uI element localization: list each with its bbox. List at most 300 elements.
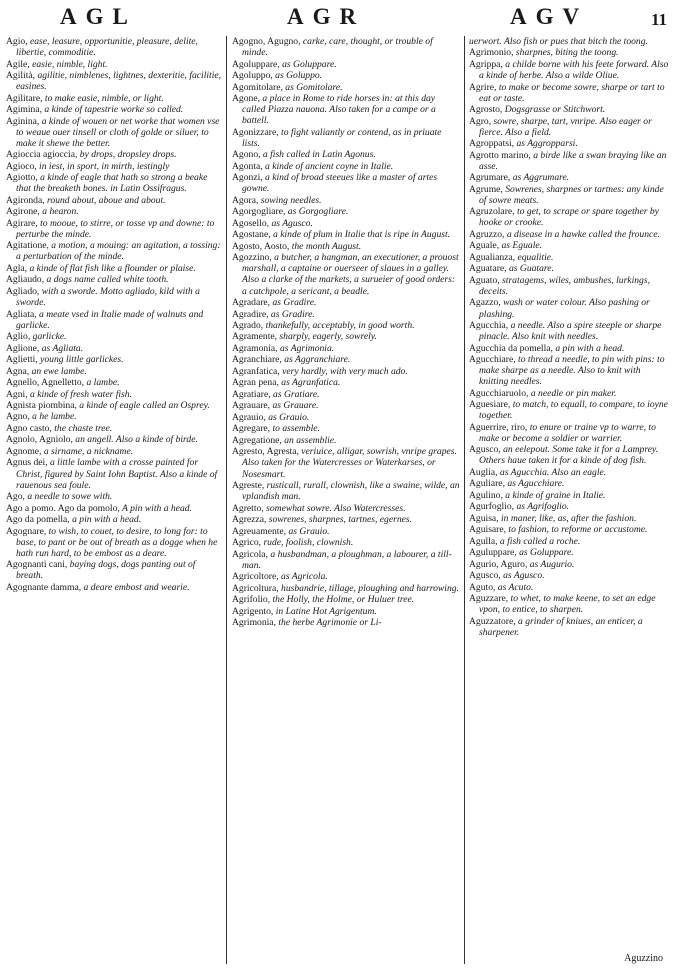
entry-headword: Agucchiaruolo, (469, 387, 529, 399)
entry-definition: a kinde of tapestrie worke so called. (41, 104, 184, 116)
entry-headword: Agnome, (6, 445, 42, 457)
entry-headword: Agramonia, (232, 342, 278, 354)
dictionary-entry (232, 571, 460, 582)
entry-definition: rusticall, rurall, clownish, like a swaine, wilde, an vplandish man. (242, 479, 460, 503)
dictionary-entry (469, 275, 669, 297)
dictionary-entry (6, 582, 222, 593)
entry-definition: the Holly, the Holme, or Huluer tree. (270, 594, 415, 606)
entry-headword: Agioco, (6, 160, 37, 172)
entry-headword: Agualianza, (469, 251, 516, 263)
entry-definition: sharpnes, biting the toong. (513, 47, 619, 59)
entry-definition: A pin with a head. (119, 502, 192, 514)
entry-headword: Aguisa, (469, 512, 499, 524)
entry-definition: a he lambe. (29, 411, 77, 423)
entry-headword: Agricoltura, (232, 582, 279, 594)
column-rule (464, 36, 465, 964)
dictionary-entry (469, 82, 669, 104)
column-right (469, 36, 669, 966)
entry-definition: as Gomitolare. (282, 81, 343, 93)
dictionary-entry (469, 547, 669, 558)
entry-definition: to get, to scrape or spare together by hooke or crooke. (479, 206, 659, 229)
entry-definition: in iest, in sport, in mirth, iestingly (36, 160, 170, 172)
entry-definition: as Agranfatica. (278, 377, 341, 389)
entry-definition: a kinde of plum in Italie that is ripe in August. (270, 229, 451, 241)
entry-headword: Agrosto, (469, 104, 503, 116)
entry-headword: Agnolo, Agniolo, (6, 434, 73, 446)
entry-headword: Agucchia da pomella, (469, 342, 553, 354)
dictionary-entry (469, 444, 669, 466)
entry-definition: sowrenes, sharpnes, tartnes, egernes. (266, 514, 413, 526)
entry-headword: Agrippa, (469, 58, 503, 70)
dictionary-entry (232, 549, 460, 571)
entry-headword: Agranchiare, (232, 354, 282, 366)
dictionary-entry (232, 617, 460, 628)
entry-headword: Aguerrire, riro, (469, 421, 528, 433)
dictionary-entry (232, 400, 460, 411)
entry-definition: to assemble. (270, 423, 320, 435)
entry-definition: a pin with a head. (69, 514, 142, 526)
entry-definition: as Gradire. (270, 297, 317, 309)
entry-headword: Agoluppo, (232, 70, 273, 82)
entry-headword: Agonizzare, (232, 126, 279, 138)
entry-headword: Agilitare, (6, 92, 43, 104)
entry-headword: Agone, (232, 93, 260, 105)
entry-definition: as Grauio. (265, 411, 310, 423)
entry-definition: an eelepout. Some take it for a Lamprey. Others haue taken it for a kinde of dog fish. (479, 444, 659, 467)
entry-headword: Aguto, (469, 581, 496, 593)
entry-headword: Agreuamente, (232, 525, 287, 537)
entry-headword: Agulla, (469, 535, 498, 547)
entry-definition: as Agusco. (269, 217, 313, 229)
dictionary-entry (232, 229, 460, 240)
dictionary-entry (469, 399, 669, 421)
dictionary-entry (232, 59, 460, 70)
entry-definition: to make or become sowre, sharpe or tart to eat or taste. (479, 81, 665, 104)
dictionary-entry (232, 172, 460, 194)
dictionary-entry (232, 161, 460, 172)
dictionary-entry (6, 491, 222, 502)
dictionary-entry (6, 366, 222, 377)
entry-definition: sowre, sharpe, tart, vnripe. Also eager or fierce. Also a field. (479, 115, 652, 138)
dictionary-entry (6, 331, 222, 342)
entry-definition: as Eguale. (499, 240, 543, 252)
entry-headword: Agono, (232, 149, 261, 161)
dictionary-entry (469, 388, 669, 399)
entry-headword: Agozzino, (232, 252, 272, 264)
entry-definition: to mooue, to stirre, or tosse vp and downe: to perturbe the minde. (16, 217, 215, 240)
entry-definition: uerwort. Also fish or pues that bitch the toong. (469, 36, 648, 47)
entry-definition: a hearon. (39, 206, 79, 218)
dictionary-entry (6, 93, 222, 104)
entry-definition: very hardly, with very much ado. (279, 365, 408, 377)
dictionary-entry (469, 36, 669, 47)
entry-headword: Aginina, (6, 115, 40, 127)
entry-headword: Aguzzatore, (469, 615, 516, 627)
entry-headword: Agrotto marino, (469, 149, 531, 161)
entry-headword: Agresto, Agresta, (232, 446, 299, 458)
entry-definition: a meate vsed in Italie made of walnuts and garlicke. (16, 308, 204, 331)
entry-headword: Agradire, (232, 308, 269, 320)
dictionary-entry (469, 570, 669, 581)
entry-headword: Agio, (6, 36, 28, 47)
entry-headword: Aguisare, (469, 524, 507, 536)
dictionary-entry (6, 423, 222, 434)
entry-definition: a kinde of graine in Italie. (502, 489, 606, 501)
dictionary-entry (469, 47, 669, 58)
entry-headword: Agomitolare, (232, 81, 283, 93)
dictionary-entry (469, 478, 669, 489)
entry-headword: Agna, (6, 365, 30, 377)
entry-definition: a place in Rome to ride horses in: at this day called Piazza nauona. Also taken for a campe or a battell. (242, 93, 436, 127)
dictionary-entry (469, 206, 669, 228)
entry-headword: Agno casto, (6, 422, 52, 434)
dictionary-entry (469, 616, 669, 638)
entry-headword: Agonta, (232, 160, 263, 172)
entry-headword: Agreste, (232, 479, 265, 491)
entry-definition: as Gradire. (268, 308, 315, 320)
entry-headword: Agimina, (6, 104, 42, 116)
dictionary-entry (232, 480, 460, 502)
dictionary-entry (232, 36, 460, 58)
dictionary-entry (232, 423, 460, 434)
entry-definition: ease, leasure, opportunitie, pleasure, delite, libertie, commoditie. (16, 36, 198, 59)
entry-definition: as Grauio. (286, 525, 330, 537)
entry-headword: Agliata, (6, 308, 37, 320)
dictionary-entry (232, 70, 460, 81)
dictionary-entry (6, 36, 222, 58)
entry-definition: as Agrimonia. (277, 342, 335, 354)
dictionary-entry (6, 263, 222, 274)
entry-definition: as Agricola. (278, 571, 328, 583)
dictionary-entry (6, 526, 222, 559)
entry-headword: Agosello, (232, 217, 270, 229)
dictionary-entry (469, 59, 669, 81)
entry-definition: veriuice, alligar, sowrish, vnripe grapes. Also taken for the Watercresses or Waterkarses, or Nosesmart. (242, 446, 457, 480)
dictionary-entry (232, 93, 460, 126)
entry-definition: as Gorgogliare. (285, 206, 349, 218)
entry-definition: a disease in a hawke called the frounce. (504, 228, 660, 240)
entry-headword: Aglione, (6, 342, 40, 354)
entry-definition: a needle. Also a spire steeple or sharpe pinacle. Also knit with needles. (479, 319, 662, 343)
dictionary-entry (469, 252, 669, 263)
entry-definition: to fight valiantly or contend, as in priuate lists. (242, 126, 442, 149)
entry-definition: garlicke. (30, 331, 67, 343)
entry-headword: Agranfatica, (232, 365, 280, 377)
entry-headword: Ago, (6, 491, 25, 503)
entry-definition: thankefully, acceptably, in good worth. (263, 319, 415, 331)
entry-definition: young little garlickes. (37, 354, 124, 366)
entry-headword: Agulino, (469, 489, 503, 501)
entry-headword: Agora, (232, 194, 259, 206)
entry-definition: somewhat sowre. Also Watercresses. (263, 502, 406, 514)
dictionary-entry (6, 446, 222, 457)
dictionary-entry (469, 138, 669, 149)
entry-definition: in maner, like, as, after the fashion. (498, 512, 637, 524)
entry-headword: Agironda, (6, 194, 45, 206)
entry-definition: a lambe. (84, 377, 120, 389)
dictionary-entry (232, 503, 460, 514)
entry-headword: Agognare, (6, 525, 47, 537)
entry-headword: Agrigento, (232, 605, 274, 617)
dictionary-entry (232, 354, 460, 365)
entry-headword: Agrauare, (232, 400, 271, 412)
dictionary-entry (232, 297, 460, 308)
dictionary-entry (6, 434, 222, 445)
dictionary-entry (232, 412, 460, 423)
entry-headword: Agrauio, (232, 411, 266, 423)
dictionary-entry (6, 161, 222, 172)
entry-definition: to make easie, nimble, or light. (42, 92, 164, 104)
entry-headword: Aguluppare, (469, 547, 517, 559)
dictionary-entry (232, 435, 460, 446)
entry-headword: Agliado, (6, 285, 40, 297)
dictionary-entry (469, 467, 669, 478)
dictionary-entry (232, 206, 460, 217)
dictionary-entry (232, 594, 460, 605)
entry-headword: Agosto, Aosto, (232, 240, 290, 252)
dictionary-entry (232, 309, 460, 320)
entry-headword: Agorgogliare, (232, 206, 286, 218)
entry-definition: as Augurio. (527, 558, 575, 570)
entry-definition: baying dogs, dogs panting out of breath. (16, 559, 196, 582)
entry-headword: Agusco, (469, 444, 501, 456)
dictionary-entry (6, 389, 222, 400)
entry-headword: Agrire, (469, 81, 497, 93)
dictionary-entry (232, 331, 460, 342)
entry-definition: the herbe Agrimonie or Li- (275, 617, 382, 629)
entry-headword: Agirone, (6, 206, 40, 218)
entry-headword: Agognanti cani, (6, 559, 68, 571)
dictionary-entry (469, 559, 669, 570)
entry-headword: Agruzolare, (469, 206, 515, 218)
entry-headword: Aguale, (469, 240, 500, 252)
entry-definition: to whet, to make keene, to set an edge vpon, to entice, to sharpen. (479, 593, 656, 616)
entry-headword: Agni, (6, 388, 28, 400)
entry-headword: Agregare, (232, 423, 271, 435)
entry-definition: an ewe lambe. (29, 365, 87, 377)
dictionary-entry (469, 536, 669, 547)
entry-definition: agilitie, nimblenes, lightnes, dexteritie, facilitie, easines. (16, 70, 222, 93)
entry-headword: Agruzzo, (469, 228, 505, 240)
dictionary-entry (469, 501, 669, 512)
dictionary-entry (469, 240, 669, 251)
dictionary-entry (6, 559, 222, 581)
entry-definition: an angell. Also a kinde of birde. (72, 434, 198, 446)
entry-headword: Agrico, (232, 537, 262, 549)
column-left (6, 36, 222, 966)
dictionary-entry (6, 116, 222, 149)
dictionary-entry (232, 366, 460, 377)
entry-definition: the month August. (289, 240, 362, 252)
entry-headword: Agazzo, (469, 297, 501, 309)
entry-definition: a kinde of eagle called an Osprey. (76, 399, 210, 411)
entry-headword: Aguliare, (469, 478, 505, 490)
entry-definition: as Agusco. (500, 570, 545, 582)
entry-headword: Ago da pomella, (6, 514, 70, 526)
dictionary-entry (232, 195, 460, 206)
entry-definition: to match, to equall, to compare, to ioyne together. (479, 399, 668, 422)
dictionary-entry (469, 229, 669, 240)
entry-definition: by drops, dropsley drops. (77, 149, 177, 161)
catchword: Aguzzino (624, 953, 663, 964)
running-header (0, 4, 675, 36)
entry-definition: a kinde of eagle that hath so strong a beake that the breaketh bones. in Latin Ossifragus. (16, 172, 208, 195)
dictionary-entry (6, 274, 222, 285)
entry-definition: as Agucchiare. (504, 478, 565, 490)
entry-headword: Agitatione, (6, 240, 49, 252)
dictionary-entry (469, 422, 669, 444)
entry-definition: wash or water colour. Also pashing or plashing. (479, 297, 650, 320)
entry-headword: Aguzzare, (469, 593, 509, 605)
entry-definition: a motion, a mouing: an agitation, a tossing: a perturbation of the minde. (16, 240, 221, 263)
dictionary-entry (232, 127, 460, 149)
dictionary-entry (469, 297, 669, 319)
entry-headword: Agricoltore, (232, 571, 279, 583)
entry-headword: Aglietti, (6, 354, 38, 366)
dictionary-entry (6, 354, 222, 365)
entry-headword: Agogno, Agugno, (232, 36, 301, 47)
header-center: AGR (287, 4, 366, 29)
dictionary-entry (232, 537, 460, 548)
entry-headword: Agregatione, (232, 434, 282, 446)
dictionary-entry (469, 263, 669, 274)
entry-definition: carke, care, thought, or trouble of minde. (242, 36, 433, 59)
entry-definition: the chaste tree. (51, 422, 113, 434)
dictionary-entry (6, 149, 222, 160)
dictionary-entry (6, 172, 222, 194)
entry-definition: to thread a needle, to pin with pins: to make sharpe as a needle. Also to knit with knitting needles. (479, 354, 665, 388)
entry-definition: a kinde of wouen or net worke that women vse to weaue ouer tinsell or cloth of golde or siluer, to make it shewe the better. (16, 115, 220, 149)
dictionary-entry (469, 184, 669, 206)
dictionary-entry (6, 411, 222, 422)
entry-headword: Agratiare, (232, 388, 271, 400)
dictionary-entry (469, 354, 669, 387)
entry-definition: Dogsgrasse or Stitchwort. (502, 104, 606, 116)
entry-headword: Agile, (6, 58, 30, 70)
entry-definition: to enure or traine vp to warre, to make or become a soldier or warrier. (479, 421, 656, 444)
entry-definition: a kinde of flat fish like a flounder or plaise. (27, 262, 196, 274)
entry-definition: a butcher, a hangman, an executioner, a prouost marshall, a captaine or ouerseer of slaues in a galley. Also a clarke of the markets, a surueier of good orders: a catchpole, a sericant, a beadle. (242, 252, 459, 297)
column-middle (232, 36, 460, 966)
dictionary-entry (469, 172, 669, 183)
entry-headword: Agrimonio, (469, 47, 514, 59)
dictionary-entry (6, 195, 222, 206)
entry-headword: Agurfoglio, (469, 501, 515, 513)
dictionary-entry (232, 377, 460, 388)
entry-definition: as Gratiare. (270, 388, 320, 400)
entry-headword: Agradare, (232, 297, 271, 309)
entry-definition: in Latine Hot Agrigentum. (273, 605, 377, 617)
entry-definition: easie, nimble, light. (29, 58, 108, 70)
dictionary-entry (469, 593, 669, 615)
entry-headword: Agroppatsi, (469, 138, 515, 150)
entry-headword: Agirare, (6, 217, 38, 229)
entry-definition: with a sworde. Motto agliado, kild with a sworde. (16, 285, 200, 309)
entry-definition: a kinde of fresh water fish. (27, 388, 132, 400)
dictionary-entry (6, 400, 222, 411)
dictionary-entry (6, 286, 222, 308)
entry-definition: a kinde of ancient coyne in Italie. (262, 160, 394, 172)
entry-headword: Agioccia agioccia, (6, 149, 78, 161)
entry-definition: a fish called a roche. (497, 535, 581, 547)
entry-definition: as Grauare. (270, 400, 319, 412)
entry-headword: Agurio, Aguro, (469, 558, 528, 570)
entry-headword: Agrumare, (469, 172, 511, 184)
entry-headword: Agro, (469, 115, 492, 127)
entry-definition: as Aggrumare. (510, 172, 570, 184)
entry-definition: a sirname, a nickname. (41, 445, 134, 457)
dictionary-entry (232, 82, 460, 93)
entry-headword: Agla, (6, 262, 28, 274)
entry-definition: round about, aboue and about. (44, 194, 166, 206)
entry-headword: Agucchiare, (469, 354, 516, 366)
entry-definition: sharply, eagerly, sowrely. (277, 331, 377, 343)
dictionary-entry (469, 320, 669, 342)
dictionary-entry (232, 389, 460, 400)
dictionary-entry (232, 252, 460, 296)
entry-definition: equalitie. (515, 251, 554, 263)
entry-definition: a fish called in Latin Agonus. (260, 149, 376, 161)
dictionary-entry (232, 583, 460, 594)
dictionary-entry (232, 343, 460, 354)
entry-headword: Agoluppare, (232, 58, 280, 70)
entry-headword: Agrume, (469, 183, 503, 195)
entry-definition: a kind of broad steeues like a master of artes gowne. (242, 172, 438, 195)
entry-headword: Aglio, (6, 331, 31, 343)
column-rule (226, 36, 227, 964)
entry-headword: Agno, (6, 411, 30, 423)
entry-definition: a grinder of kniues, an enticer, a sharpener. (479, 615, 643, 638)
dictionary-entry (232, 241, 460, 252)
entry-definition: as Aggropparsi. (514, 138, 578, 150)
dictionary-entry (232, 606, 460, 617)
dictionary-entry (232, 218, 460, 229)
entry-definition: a needle or pin maker. (528, 387, 617, 399)
entry-headword: Agognante damma, (6, 581, 82, 593)
dictionary-entry (6, 59, 222, 70)
entry-headword: Agramente, (232, 331, 278, 343)
entry-definition: to wish, to couet, to desire, to long for: to base, to pant or be out of breath as a dogge when he hath run hard, to be embost as a deare. (16, 525, 218, 559)
entry-headword: Agliaudo, (6, 274, 45, 286)
dictionary-entry (6, 218, 222, 240)
dictionary-entry (469, 490, 669, 501)
dictionary-entry (469, 582, 669, 593)
entry-headword: Agnus dei, (6, 457, 48, 469)
entry-definition: as Guatare. (506, 263, 554, 275)
dictionary-entry (6, 343, 222, 354)
entry-headword: Agrimonia, (232, 617, 276, 629)
entry-definition: as Agliata. (39, 342, 84, 354)
dictionary-entry (6, 309, 222, 331)
dictionary-entry (6, 240, 222, 262)
entry-headword: Agnello, Agnelletto, (6, 377, 85, 389)
entry-definition: Sowrenes, sharpnes or tartnes: any kinde of sowre meats. (479, 183, 664, 206)
dictionary-entry (6, 503, 222, 514)
entry-headword: Agnista piombina, (6, 399, 77, 411)
dictionary-entry (6, 70, 222, 92)
entry-definition: a birde like a swan braying like an asse. (479, 149, 667, 172)
entry-definition: a deare embost and wearie. (81, 581, 190, 593)
entry-headword: Aguato, (469, 274, 500, 286)
entry-headword: Agrado, (232, 319, 264, 331)
dictionary-entry (469, 116, 669, 138)
entry-definition: as Goluppare. (516, 547, 574, 559)
entry-definition: a little lambe with a crosse painted for Christ, figured by Saint Iohn Baptist. Also a kinde of rauenous sea foule. (16, 457, 218, 491)
entry-headword: Agran pena, (232, 377, 279, 389)
dictionary-entry (232, 149, 460, 160)
entry-definition: a pin with a head. (552, 342, 625, 354)
entry-definition: as Agucchia. Also an eagle. (497, 466, 607, 478)
